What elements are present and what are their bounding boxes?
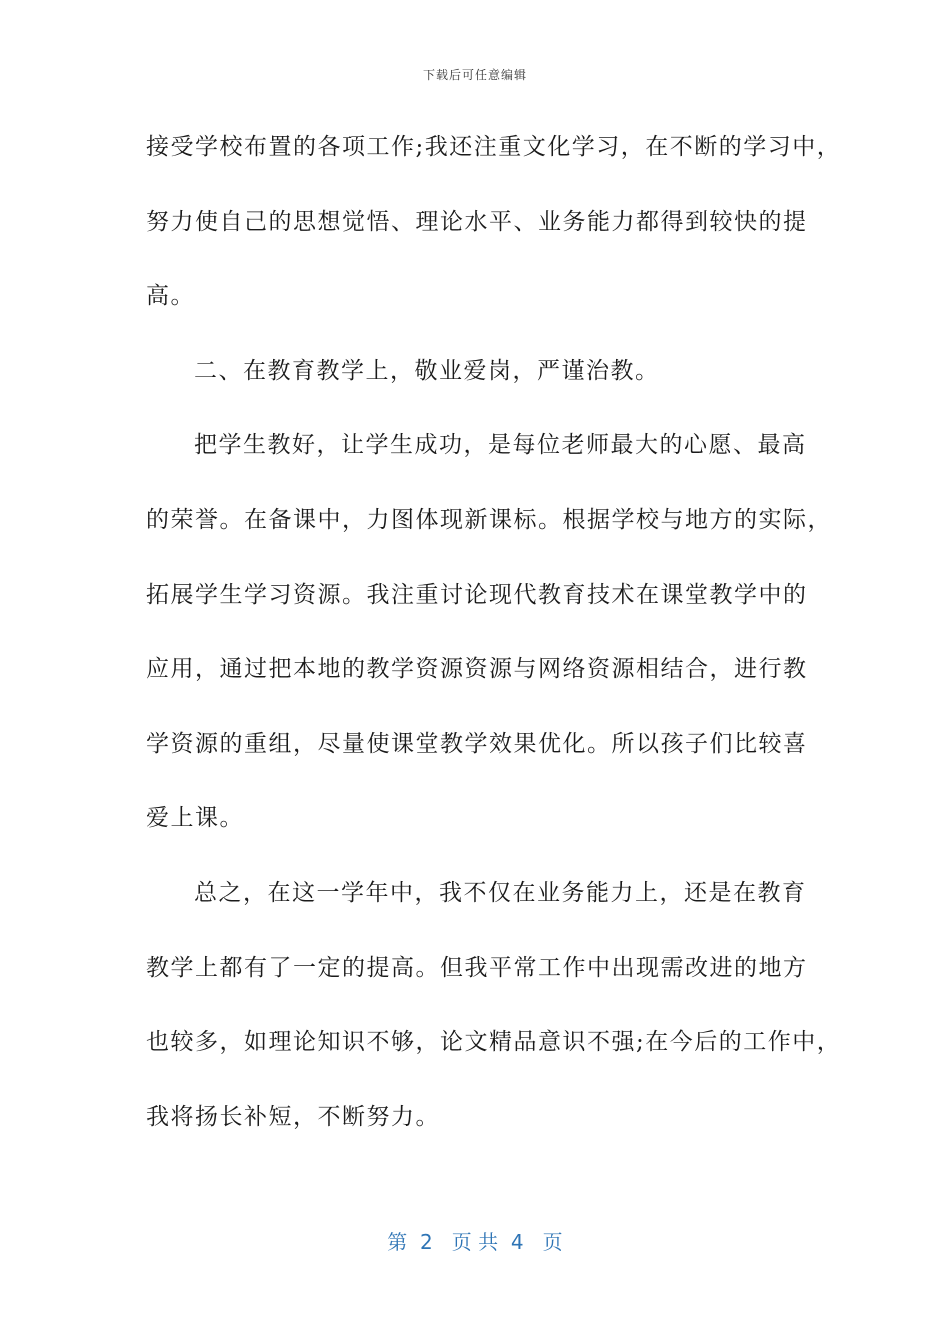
text-line: 高。: [146, 283, 195, 310]
section-heading: 二、在教育教学上，敬业爱岗，严谨治教。: [194, 357, 660, 384]
page-header: 下载后可任意编辑: [422, 68, 527, 82]
text-line: 总之，在这一学年中，我不仅在业务能力上，还是在教育: [194, 879, 807, 906]
text-line: 努力使自己的思想觉悟、理论水平、业务能力都得到较快的提: [146, 208, 808, 235]
text-line: 也较多，如理论知识不够，论文精品意识不强;在今后的工作中，: [146, 1029, 842, 1056]
text-line: 我将扬长补短，不断努力。: [146, 1103, 440, 1130]
text-line: 应用，通过把本地的教学资源资源与网络资源相结合，进行教: [146, 656, 808, 683]
text-line: 的荣誉。在备课中，力图体现新课标。根据学校与地方的实际，: [146, 506, 832, 533]
text-line: 接受学校布置的各项工作;我还注重文化学习，在不断的学习中，: [146, 134, 842, 160]
text-line: 教学上都有了一定的提高。但我平常工作中出现需改进的地方: [146, 954, 808, 981]
text-line: 拓展学生学习资源。我注重讨论现代教育技术在课堂教学中的: [146, 581, 808, 608]
text-line: 把学生教好，让学生成功，是每位老师最大的心愿、最高: [194, 432, 807, 459]
text-line: 爱上课。: [146, 805, 244, 832]
document-body: [146, 120, 842, 1164]
text-line: 学资源的重组，尽量使课堂教学效果优化。所以孩子们比较喜: [146, 730, 808, 757]
page-number-footer: 第 2 页 共 4 页: [387, 1230, 563, 1254]
